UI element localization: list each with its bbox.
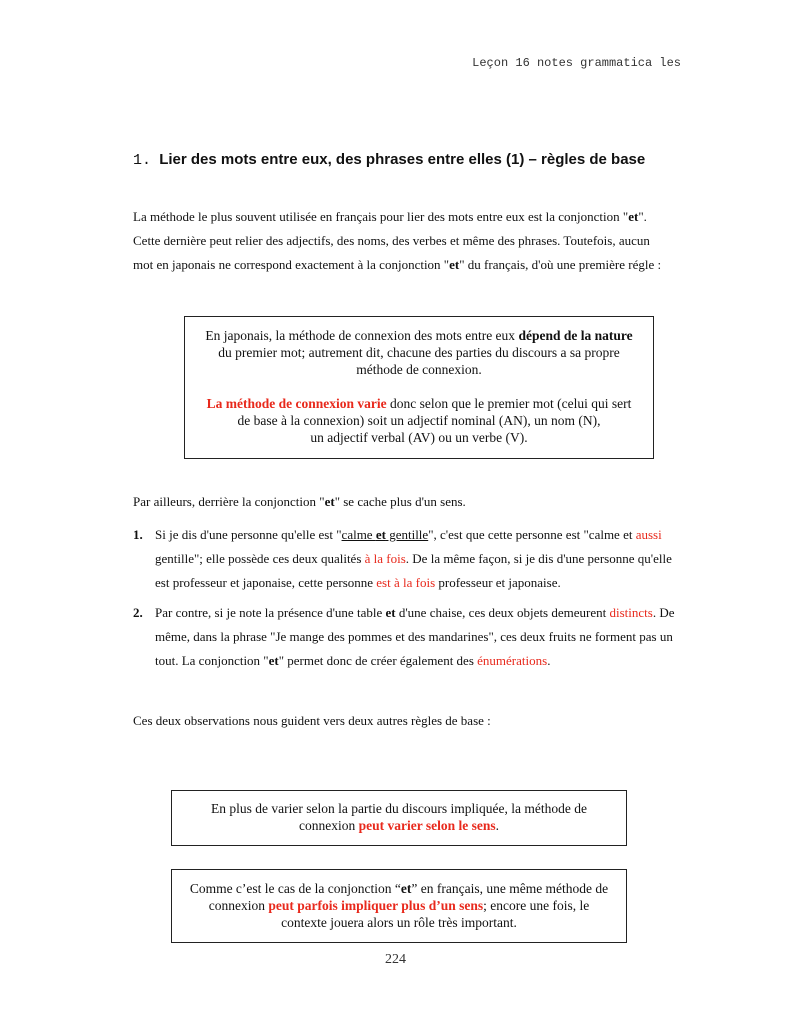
box3-red: peut parfois impliquer plus d’un sens — [268, 898, 484, 913]
item2-t2: d'une chaise, ces deux objets demeurent — [395, 605, 610, 620]
item2-b2: et — [268, 653, 279, 668]
item1-t3: gentille"; elle possède ces deux qualités — [155, 551, 365, 566]
observations-paragraph: Ces deux observations nous guident vers deux autres règles de base : — [133, 713, 491, 728]
item1-t4: . De la même façon, si je dis d'une personne qu'elle est professeur et japonaise, cette personne — [155, 551, 672, 590]
item1-t2: ", c'est que cette personne est "calme et — [428, 527, 636, 542]
item1-red1: aussi — [635, 527, 662, 542]
rule-box-1-part-a — [199, 327, 639, 378]
item2-red2: énumérations — [477, 653, 548, 668]
box3-t3: ; encore une fois, le contexte jouera alors un rôle très important. — [281, 898, 590, 930]
box1-text-b1: donc selon que le premier mot (celui qui sert de base à la connexion) soit un adjectif nominal (AN), un nom (N), — [237, 396, 632, 428]
item2-t1: Par contre, si je note la présence d'une table — [155, 605, 386, 620]
page-number: 224 — [385, 952, 406, 967]
section-title: Lier des mots entre eux, des phrases entre elles (1) – règles de base — [159, 151, 646, 168]
box1-bold: dépend de la nature — [518, 328, 633, 343]
item1-red2: à la fois — [364, 551, 406, 566]
intro-text-3: " du français, d'où une première régle : — [459, 257, 662, 272]
list-number-2: 2. — [133, 605, 143, 620]
item2-red1: distincts — [609, 605, 653, 620]
section-heading — [133, 151, 693, 169]
rule-box-2 — [171, 790, 627, 846]
rule-box-3 — [171, 869, 627, 943]
box3-t1: Comme c’est le cas de la conjonction “ — [189, 881, 401, 896]
intro-text-2: ". Cette dernière peut relier des adjectifs, des noms, des verbes et même des phrases. Toutefois, aucun mot en japonais ne correspond exactement à la conjonction " — [133, 209, 650, 272]
meanings-text-1: Par ailleurs, derrière la conjonction " — [133, 494, 325, 509]
intro-et-1: et — [628, 209, 639, 224]
item1-u2: gentille — [385, 527, 429, 542]
box1-red: La méthode de connexion varie — [206, 396, 387, 411]
meanings-intro — [133, 490, 673, 514]
meanings-et: et — [324, 494, 335, 509]
box2-t1: En plus de varier selon la partie du discours impliquée, la méthode de connexion — [210, 801, 588, 833]
section-number: 1. — [133, 152, 152, 169]
item2-t4: " permet donc de créer également des — [278, 653, 478, 668]
box2-red: peut varier selon le sens — [358, 818, 496, 833]
list-item-1 — [133, 523, 678, 595]
item1-red3: est à la fois — [376, 575, 436, 590]
item1-t5: professeur et japonaise. — [435, 575, 561, 590]
item2-b1: et — [385, 605, 396, 620]
underlined-phrase — [342, 527, 429, 542]
intro-paragraph — [133, 205, 673, 277]
box1-text-a1: En japonais, la méthode de connexion des mots entre eux — [205, 328, 519, 343]
intro-text-1: La méthode le plus souvent utilisée en français pour lier des mots entre eux est la conjonction " — [133, 209, 629, 224]
item1-u1: calme — [341, 527, 376, 542]
box2-t2: . — [495, 818, 499, 833]
item2-t3: . De même, dans la phrase "Je mange des pommes et des mandarines", ces deux fruits ne forment pas un tout. La conjonction " — [155, 605, 675, 668]
box1-text-a2: du premier mot; autrement dit, chacune des parties du discours a sa propre méthode de connexion. — [218, 345, 620, 377]
rule-box-1-part-b — [199, 395, 639, 446]
list-item-2 — [133, 601, 678, 673]
list-text-1 — [155, 523, 678, 595]
box3-b: et — [400, 881, 412, 896]
box3-t2: ” en français, une même méthode de connexion — [208, 881, 609, 913]
item1-u-et: et — [375, 527, 386, 542]
list-text-2 — [155, 601, 678, 673]
item1-t1: Si je dis d'une personne qu'elle est " — [155, 527, 342, 542]
meanings-text-2: " se cache plus d'un sens. — [334, 494, 466, 509]
running-header: Leçon 16 notes grammatica les — [472, 56, 681, 70]
item2-t5: . — [547, 653, 551, 668]
list-number-1: 1. — [133, 527, 143, 542]
box1-text-b2: un adjectif verbal (AV) ou un verbe (V). — [310, 430, 528, 445]
rule-box-1 — [184, 316, 654, 459]
intro-et-2: et — [449, 257, 460, 272]
